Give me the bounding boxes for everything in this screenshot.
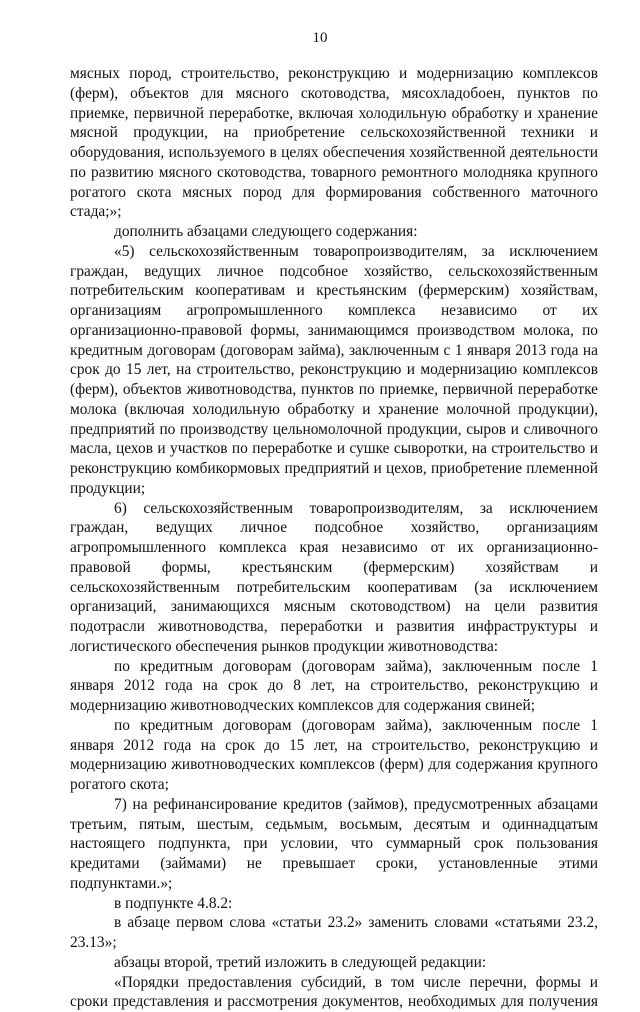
paragraph-9: в абзаце первом слова «статьи 23.2» заменить словами «статьями 23.2, 23.13»; [70,913,598,953]
paragraph-11: «Порядки предоставления субсидий, в том числе перечни, формы и сроки представления и рассмотрения документов, необходимых для получения [70,973,598,1012]
paragraph-10: абзацы второй, третий изложить в следующей редакции: [70,953,598,973]
paragraph-3: «5) сельскохозяйственным товаропроизводителям, за исключением граждан, ведущих личное подсобное хозяйство, сельскохозяйственным потребительским кооперативам и крестьянским (фермерским) хозяйствам, организациям агропромышленного комплекса независимо от их организационно-правовой формы, занимающимся производством молока, по кредитным договорам (договорам займа), заключенным с 1 января 2013 года на срок до 15 лет, на строительство, реконструкцию и модернизацию комплексов (ферм), объектов животноводства, пунктов по приемке, первичной переработке молока (включая холодильную обработку и хранение молочной продукции), предприятий по производству цельномолочной продукции, сыров и сливочного масла, цехов и участков по переработке и сушке сыворотки, на строительство и реконструкцию комбикормовых предприятий и цехов, приобретение племенной продукции; [70,242,598,499]
paragraph-6: по кредитным договорам (договорам займа), заключенным после 1 января 2012 года на срок до 15 лет, на строительство, реконструкцию и модернизацию животноводческих комплексов (ферм) для содержания крупного рогатого скота; [70,716,598,795]
paragraph-2: дополнить абзацами следующего содержания: [70,222,598,242]
paragraph-1: мясных пород, строительство, реконструкцию и модернизацию комплексов (ферм), объектов для мясного скотоводства, мясохладобоен, пунктов по приемке, первичной переработке, включая холодильную обработку и хранение мясной продукции, на приобретение сельскохозяйственной техники и оборудования, используемого в целях обеспечения хозяйственной деятельности по развитию мясного скотоводства, товарного ремонтного молодняка крупного рогатого скота мясных пород для формирования собственного маточного стада;»; [70,64,598,222]
document-body [70,64,598,1012]
paragraph-4: 6) сельскохозяйственным товаропроизводителям, за исключением граждан, ведущих личное подсобное хозяйство, организациям агропромышленного комплекса края независимо от их организационно-правовой формы, крестьянским (фермерским) хозяйствам и сельскохозяйственным потребительским кооперативам (за исключением организаций, занимающихся мясным скотоводством) на цели развития подотрасли животноводства, переработки и развития инфраструктуры и логистического обеспечения рынков продукции животноводства: [70,499,598,657]
paragraph-7: 7) на рефинансирование кредитов (займов), предусмотренных абзацами третьим, пятым, шестым, седьмым, восьмым, десятым и одиннадцатым настоящего подпункта, при условии, что суммарный срок пользования кредитами (займами) не превышает сроки, установленные этими подпунктами.»; [70,795,598,894]
page-number: 10 [0,30,640,47]
paragraph-8: в подпункте 4.8.2: [70,894,598,914]
paragraph-5: по кредитным договорам (договорам займа), заключенным после 1 января 2012 года на срок до 8 лет, на строительство, реконструкцию и модернизацию животноводческих комплексов для содержания свиней; [70,657,598,716]
